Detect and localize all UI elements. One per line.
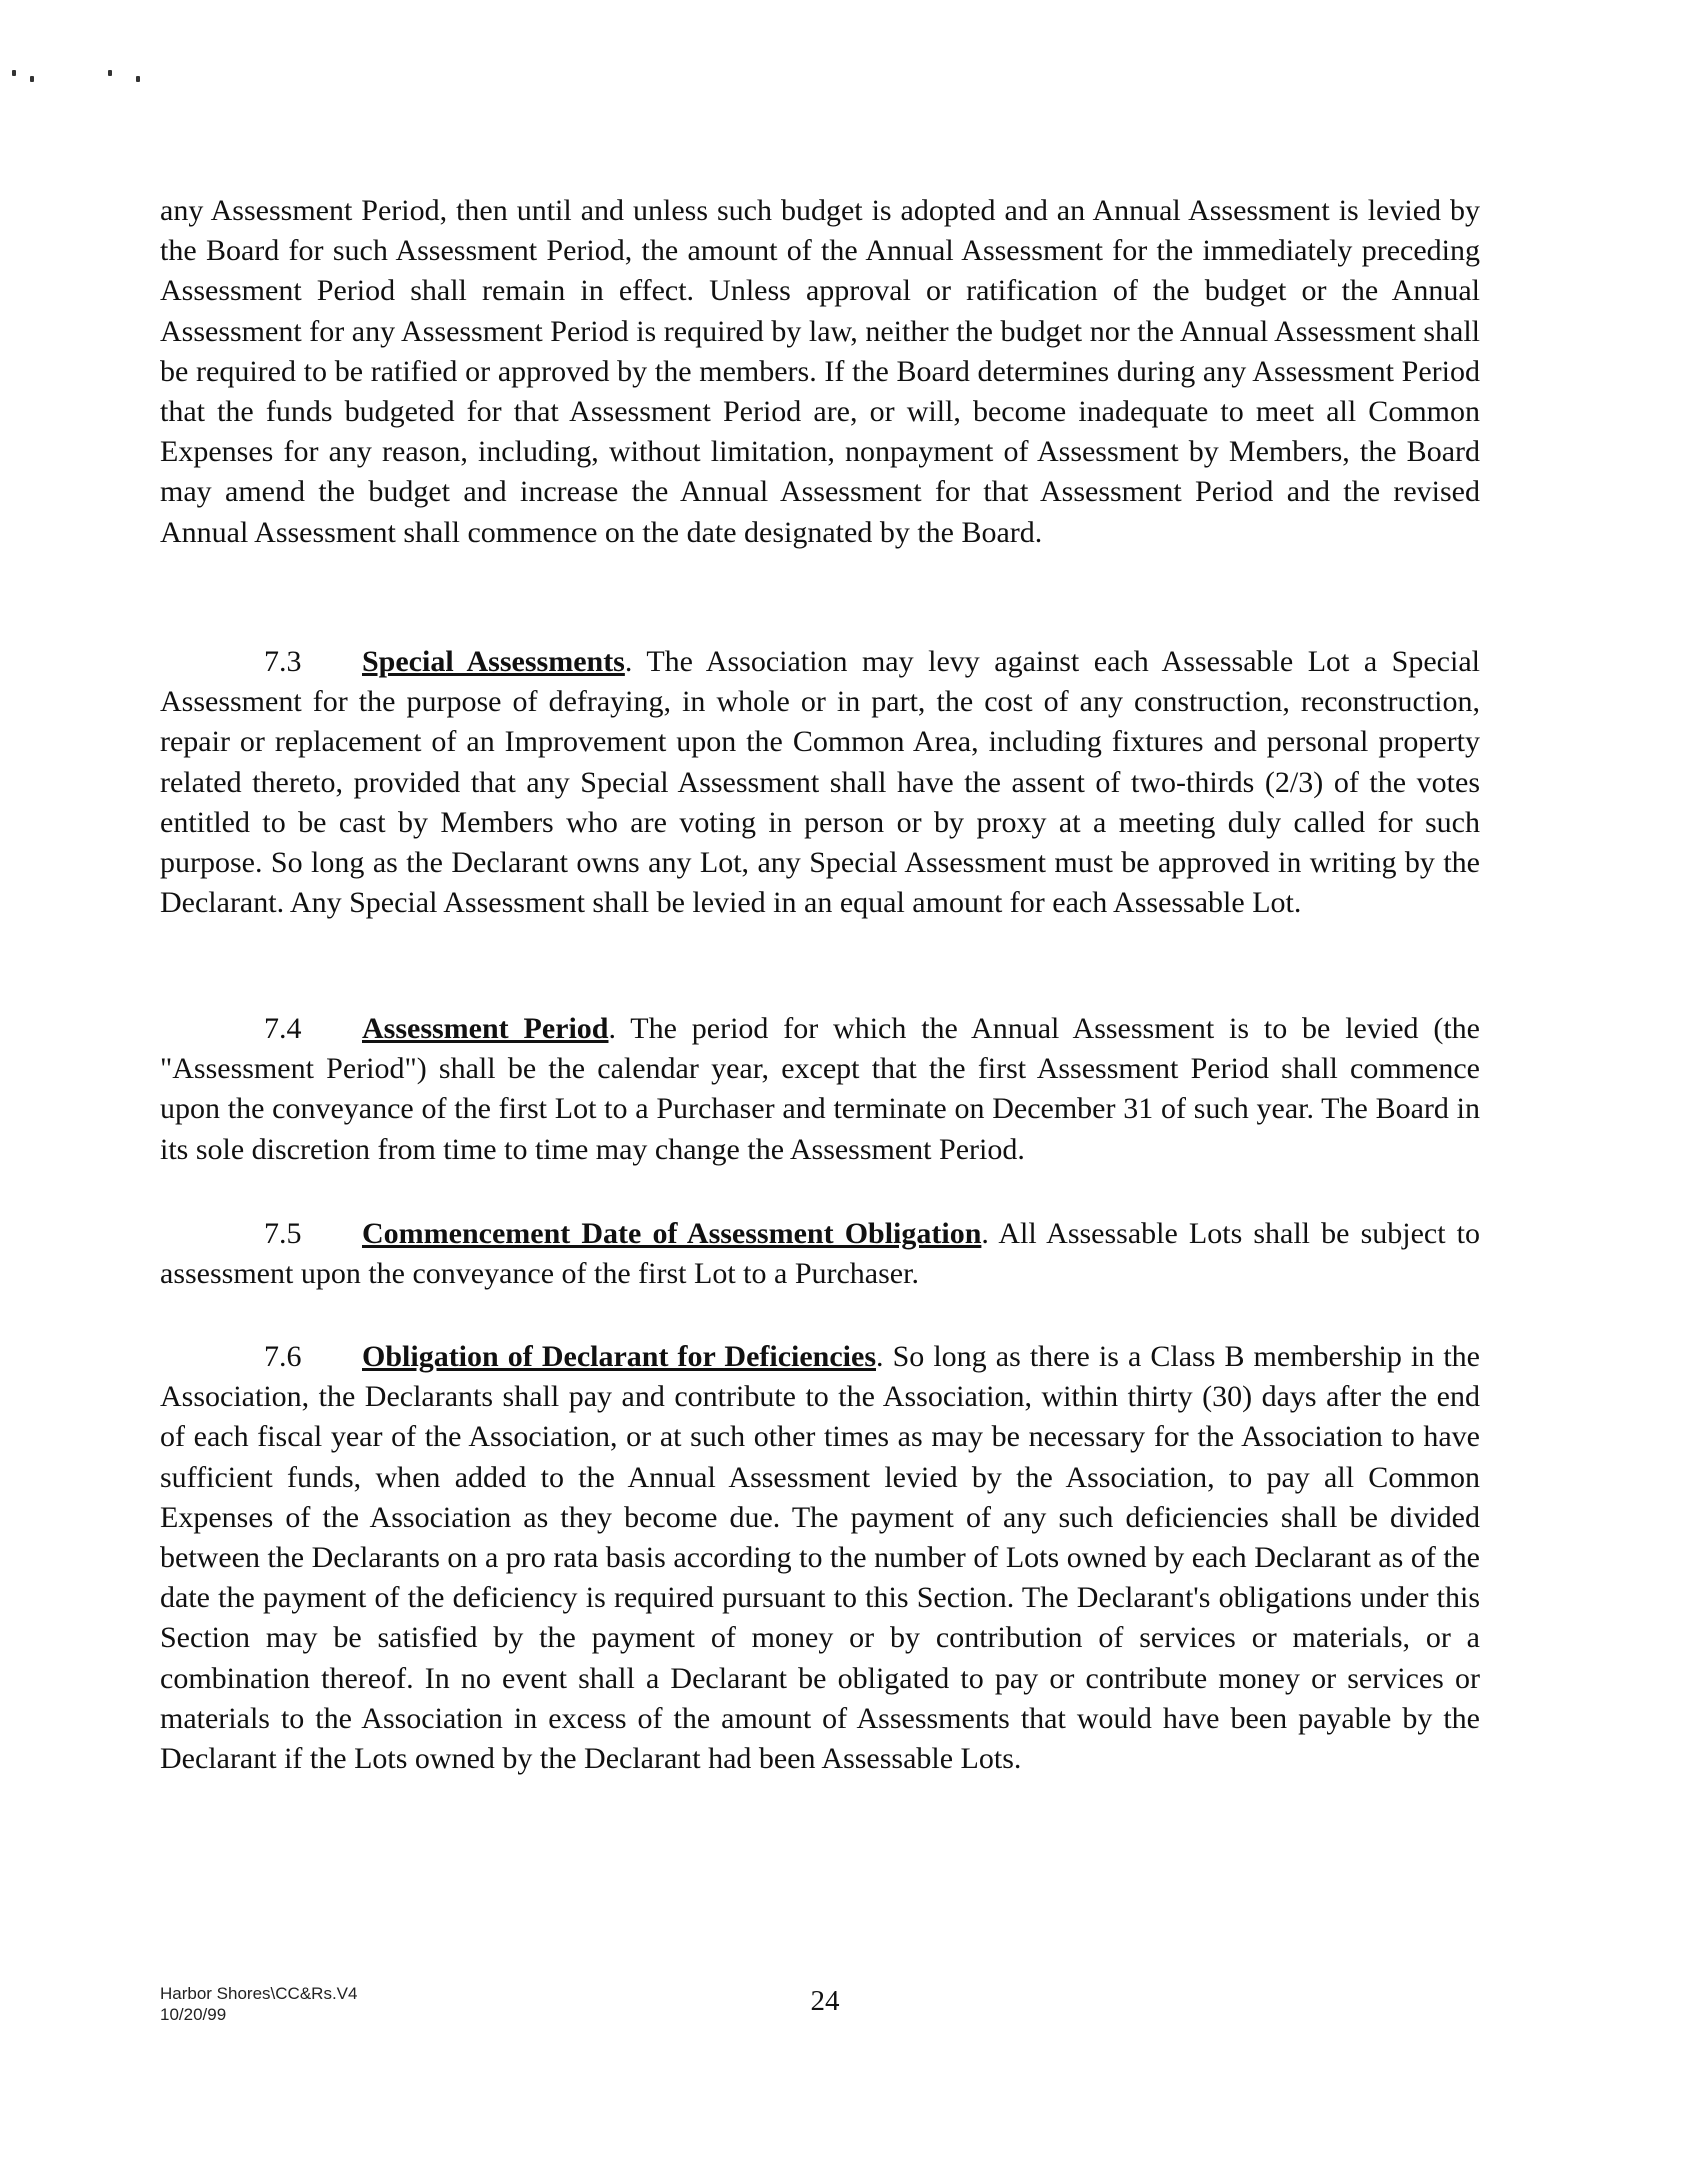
section-number: 7.3 bbox=[264, 645, 302, 678]
footer-date: 10/20/99 bbox=[160, 2005, 227, 2024]
section-text: . The Association may levy against each Assessable Lot a Special Assessment for the purpose of defraying, in whole or in part, the cost of any construction, reconstruction, repair or replacement of an Improvement upon the Common Area, including fixtures and personal property related thereto, provided that any Special Assessment shall have the assent of two-thirds (2/3) of the votes entitled to be cast by Members who are voting in person or by proxy at a meeting duly called for such purpose. So long as the Declarant owns any Lot, any Special Assessment must be approved in writing by the Declarant. Any Special Assessment shall be levied in an equal amount for each Assessable Lot. bbox=[160, 645, 1480, 920]
section-heading: Special Assessments bbox=[362, 645, 625, 678]
section-heading: Commencement Date of Assessment Obligation bbox=[362, 1217, 982, 1250]
section-heading: Assessment Period bbox=[362, 1012, 609, 1045]
page-number: 24 bbox=[810, 1985, 840, 2017]
scan-speck bbox=[136, 76, 140, 82]
section-7-6 bbox=[160, 1337, 1480, 1779]
footer-file-info bbox=[160, 1983, 357, 2025]
section-number: 7.6 bbox=[264, 1340, 302, 1373]
section-text: . The period for which the Annual Assessment is to be levied (the "Assessment Period") shall be the calendar year, except that the first Assessment Period shall commence upon the conveyance of the first Lot to a Purchaser and terminate on December 31 of such year. The Board in its sole discretion from time to time may change the Assessment Period. bbox=[160, 1012, 1480, 1166]
section-7-3 bbox=[160, 642, 1480, 923]
paragraph-continuation: any Assessment Period, then until and unless such budget is adopted and an Annual Assessment is levied by the Board for such Assessment Period, the amount of the Annual Assessment for the immediately preceding Assessment Period shall remain in effect. Unless approval or ratification of the budget or the Annual Assessment for any Assessment Period is required by law, neither the budget nor the Annual Assessment shall be required to be ratified or approved by the members. If the Board determines during any Assessment Period that the funds budgeted for that Assessment Period are, or will, become inadequate to meet all Common Expenses for any reason, including, without limitation, nonpayment of Assessment by Members, the Board may amend the budget and increase the Annual Assessment for that Assessment Period and the revised Annual Assessment shall commence on the date designated by the Board. bbox=[160, 194, 1480, 549]
section-7-4 bbox=[160, 1009, 1480, 1170]
section-text: . All Assessable Lots shall be subject to assessment upon the conveyance of the first Lot to a Purchaser. bbox=[160, 1217, 1480, 1291]
section-text: . So long as there is a Class B membership in the Association, the Declarants shall pay and contribute to the Association, within thirty (30) days after the end of each fiscal year of the Association, or at such other times as may be necessary for the Association to have sufficient funds, when added to the Annual Assessment levied by the Association, to pay all Common Expenses of the Association as they become due. The payment of any such deficiencies shall be divided between the Declarants on a pro rata basis according to the number of Lots owned by each Declarant as of the date the payment of the deficiency is required pursuant to this Section. The Declarant's obligations under this Section may be satisfied by the payment of money or by contribution of services or materials, or a combination thereof. In no event shall a Declarant be obligated to pay or contribute money or services or materials to the Association in excess of the amount of Assessments that would have been payable by the Declarant if the Lots owned by the Declarant had been Assessable Lots. bbox=[160, 1340, 1480, 1776]
footer-file-path: Harbor Shores\CC&Rs.V4 bbox=[160, 1984, 358, 2003]
scan-speck bbox=[108, 70, 112, 76]
section-7-5 bbox=[160, 1214, 1480, 1294]
section-number: 7.5 bbox=[264, 1217, 302, 1250]
scan-speck bbox=[30, 76, 34, 82]
section-number: 7.4 bbox=[264, 1012, 302, 1045]
scan-speck bbox=[12, 70, 16, 76]
section-heading: Obligation of Declarant for Deficiencies bbox=[362, 1340, 876, 1373]
